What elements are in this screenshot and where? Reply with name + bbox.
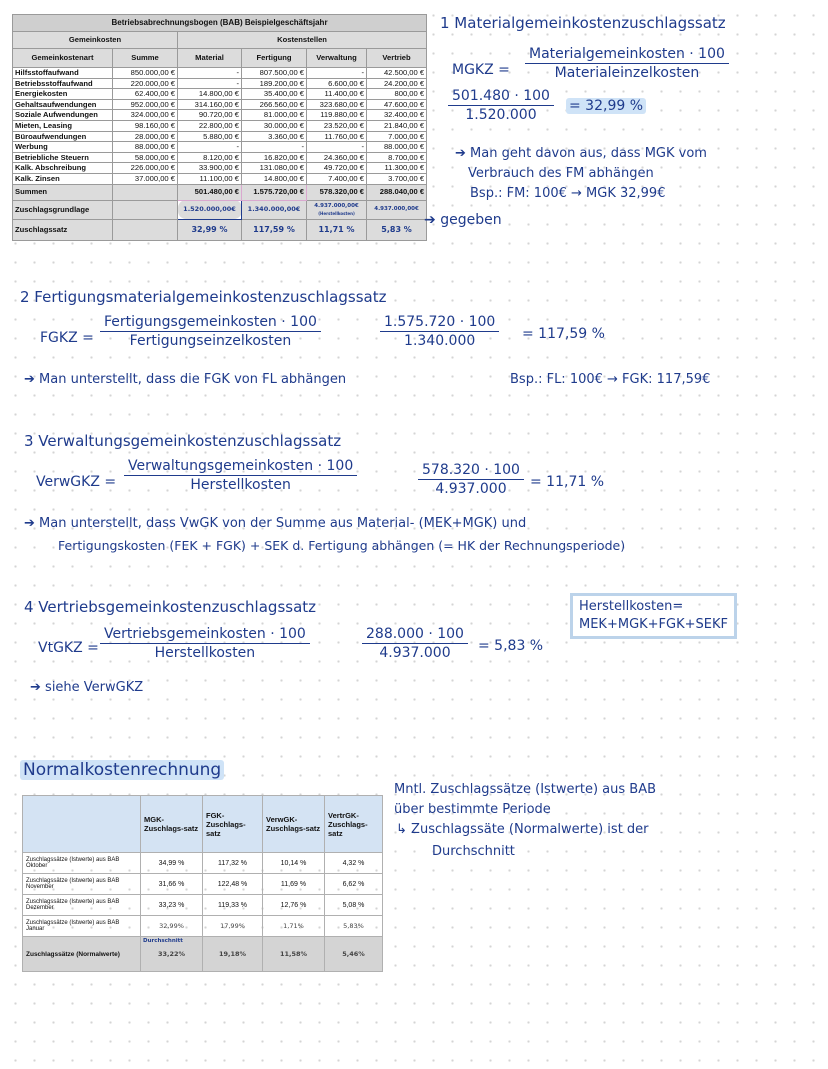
bab-row-label: Betriebsstoffaufwand bbox=[13, 78, 113, 89]
bab-zg-cell: 4.937.000,00€ (Herstellkosten) bbox=[307, 200, 367, 219]
gegeben-note: ➔ gegeben bbox=[424, 212, 502, 228]
herstellkosten-box bbox=[570, 593, 737, 639]
nk-cell: 119,33 % bbox=[203, 895, 263, 916]
nk-header: FGK-Zuschlags-satz bbox=[203, 796, 263, 853]
nk-cell: 11,69 % bbox=[263, 874, 325, 895]
bab-row bbox=[13, 131, 427, 142]
bab-row bbox=[13, 173, 427, 184]
bab-row-label: Mieten, Leasing bbox=[13, 120, 113, 131]
bab-zg-cell: 1.340.000,00€ bbox=[242, 200, 307, 219]
bab-header: Fertigung bbox=[242, 49, 307, 68]
bab-header: Vertrieb bbox=[367, 49, 427, 68]
nk-row-label: Zuschlagssätze (Istwerte) aus BAB Dezember bbox=[23, 895, 141, 916]
s3-calc: $\frac{578.320 \cdot 100}{4.937.000}$ bbox=[418, 462, 524, 497]
bab-cell: 30.000,00 € bbox=[242, 120, 307, 131]
nk-norm-cell: 5,46% bbox=[325, 937, 383, 972]
herstellkosten-line2: MEK+MGK+FGK+SEKF bbox=[579, 617, 728, 632]
s3-heading: 3 Verwaltungsgemeinkostenzuschlagssatz bbox=[24, 432, 342, 450]
nk-cell: 4,32 % bbox=[325, 853, 383, 874]
bab-row-label: Kalk. Zinsen bbox=[13, 173, 113, 184]
bab-zg-label: Zuschlagsgrundlage bbox=[13, 200, 113, 219]
bab-cell: 324.000,00 € bbox=[113, 110, 178, 121]
bab-sum-empty bbox=[113, 184, 178, 200]
s1-note1: ➔ Man geht davon aus, dass MGK vom bbox=[455, 146, 707, 161]
bab-table bbox=[12, 14, 427, 241]
bab-cell: - bbox=[307, 68, 367, 79]
bab-cell: 226.000,00 € bbox=[113, 163, 178, 174]
bab-cell: 266.560,00 € bbox=[242, 99, 307, 110]
normal-side2: über bestimmte Periode bbox=[394, 802, 551, 817]
bab-row-label: Betriebliche Steuern bbox=[13, 152, 113, 163]
bab-cell: 131.080,00 € bbox=[242, 163, 307, 174]
s4-formula: Vertriebsgemeinkosten · 100 Herstellkosten bbox=[100, 626, 310, 661]
bab-cell: 7.000,00 € bbox=[367, 131, 427, 142]
bab-group-kostenstellen: Kostenstellen bbox=[178, 32, 427, 49]
bab-cell: - bbox=[242, 142, 307, 153]
bab-row bbox=[13, 110, 427, 121]
bab-row-label: Kalk. Abschreibung bbox=[13, 163, 113, 174]
s4-note: ➔ siehe VerwGKZ bbox=[30, 680, 144, 695]
bab-cell: 8.700,00 € bbox=[367, 152, 427, 163]
nk-cell: 32,99% bbox=[141, 916, 203, 937]
s1-result: = 32,99 % bbox=[566, 98, 646, 114]
bab-cell: 11.400,00 € bbox=[307, 89, 367, 100]
nk-cell: 34,99 % bbox=[141, 853, 203, 874]
bab-cell: 90.720,00 € bbox=[178, 110, 242, 121]
s2-abbr: FGKZ = bbox=[40, 330, 94, 346]
bab-row bbox=[13, 78, 427, 89]
bab-cell: 5.880,00 € bbox=[178, 131, 242, 142]
nk-cell: 12,76 % bbox=[263, 895, 325, 916]
bab-zs-cell: 117,59 % bbox=[242, 219, 307, 240]
nk-cell: 6,62 % bbox=[325, 874, 383, 895]
bab-zs-cell: 5,83 % bbox=[367, 219, 427, 240]
normal-heading: Normalkostenrechnung bbox=[20, 760, 224, 780]
nk-norm-cell: 11,58% bbox=[263, 937, 325, 972]
bab-cell: 47.600,00 € bbox=[367, 99, 427, 110]
arrow-right-icon: ➔ bbox=[455, 146, 466, 161]
bab-cell: - bbox=[178, 78, 242, 89]
s4-heading: 4 Vertriebsgemeinkostenzuschlagssatz bbox=[24, 598, 317, 616]
bab-cell: 58.000,00 € bbox=[113, 152, 178, 163]
bab-cell: 800,00 € bbox=[367, 89, 427, 100]
bab-cell: 6.600,00 € bbox=[307, 78, 367, 89]
bab-zs-label: Zuschlagssatz bbox=[13, 219, 113, 240]
s2-calc: $\frac{1.575.720 \cdot 100}{1.340.000}$ bbox=[380, 314, 499, 349]
bab-cell: 62.400,00 € bbox=[113, 89, 178, 100]
nk-header: VerwGK-Zuschlags-satz bbox=[263, 796, 325, 853]
bab-zg-empty bbox=[113, 200, 178, 219]
s3-note2: Fertigungskosten (FEK + FGK) + SEK d. Fertigung abhängen (= HK der Rechnungsperiode) bbox=[58, 538, 626, 553]
normal-side4: Durchschnitt bbox=[432, 844, 515, 859]
bab-cell: 33.900,00 € bbox=[178, 163, 242, 174]
s4-abbr: VtGKZ = bbox=[38, 640, 99, 656]
bab-zg-cell: 1.520.000,00€ bbox=[178, 200, 242, 219]
bab-row bbox=[13, 99, 427, 110]
bab-sum-cell: 578.320,00 € bbox=[307, 184, 367, 200]
bab-cell: 81.000,00 € bbox=[242, 110, 307, 121]
arrow-right-icon: ➔ bbox=[424, 212, 436, 228]
bab-row-label: Hilfsstoffaufwand bbox=[13, 68, 113, 79]
bab-cell: 8.120,00 € bbox=[178, 152, 242, 163]
arrow-return-icon: ↳ bbox=[396, 822, 407, 837]
s2-result: = 117,59 % bbox=[522, 326, 605, 342]
bab-cell: 323.680,00 € bbox=[307, 99, 367, 110]
s2-example: Bsp.: FL: 100€ → FGK: 117,59€ bbox=[510, 372, 711, 387]
bab-zg-cell: 4.937.000,00€ bbox=[367, 200, 427, 219]
bab-row bbox=[13, 142, 427, 153]
nk-cell: 117,32 % bbox=[203, 853, 263, 874]
bab-cell: 42.500,00 € bbox=[367, 68, 427, 79]
nk-norm-cell: Durchschnitt 33,22% bbox=[141, 937, 203, 972]
nk-cell: 33,23 % bbox=[141, 895, 203, 916]
s3-note1: ➔ Man unterstellt, dass VwGK von der Summe aus Material- (MEK+MGK) und bbox=[24, 516, 527, 531]
bab-cell: 119.880,00 € bbox=[307, 110, 367, 121]
s3-abbr: VerwGKZ = bbox=[36, 474, 117, 490]
nk-row-label: Zuschlagssätze (Istwerte) aus BAB Oktober bbox=[23, 853, 141, 874]
bab-cell: 24.360,00 € bbox=[307, 152, 367, 163]
bab-cell: 22.800,00 € bbox=[178, 120, 242, 131]
bab-cell: 24.200,00 € bbox=[367, 78, 427, 89]
bab-header: Gemeinkostenart bbox=[13, 49, 113, 68]
nk-row-label: Zuschlagssätze (Istwerte) aus BAB November bbox=[23, 874, 141, 895]
bab-row-label: Gehaltsaufwendungen bbox=[13, 99, 113, 110]
s1-calc: $\frac{501.480 \cdot 100}{1.520.000}$ bbox=[448, 88, 554, 123]
bab-cell: 32.400,00 € bbox=[367, 110, 427, 121]
bab-cell: 21.840,00 € bbox=[367, 120, 427, 131]
nk-cell: 10,14 % bbox=[263, 853, 325, 874]
bab-cell: 23.520,00 € bbox=[307, 120, 367, 131]
normalkosten-table bbox=[22, 795, 383, 972]
bab-cell: 16.820,00 € bbox=[242, 152, 307, 163]
nk-header: MGK-Zuschlags-satz bbox=[141, 796, 203, 853]
nk-row bbox=[23, 853, 383, 874]
bab-header: Verwaltung bbox=[307, 49, 367, 68]
bab-row bbox=[13, 68, 427, 79]
bab-cell: 88.000,00 € bbox=[113, 142, 178, 153]
bab-cell: - bbox=[307, 142, 367, 153]
bab-cell: 49.720,00 € bbox=[307, 163, 367, 174]
s4-calc: $\frac{288.000 \cdot 100}{4.937.000}$ bbox=[362, 626, 468, 661]
bab-cell: 37.000,00 € bbox=[113, 173, 178, 184]
bab-group-gemeinkosten: Gemeinkosten bbox=[13, 32, 178, 49]
bab-row bbox=[13, 89, 427, 100]
bab-zs-empty bbox=[113, 219, 178, 240]
s2-heading: 2 Fertigungsmaterialgemeinkostenzuschlagssatz bbox=[20, 288, 387, 306]
bab-row-label: Soziale Aufwendungen bbox=[13, 110, 113, 121]
bab-cell: 314.160,00 € bbox=[178, 99, 242, 110]
bab-header: Material bbox=[178, 49, 242, 68]
bab-cell: 850.000,00 € bbox=[113, 68, 178, 79]
bab-sum-label: Summen bbox=[13, 184, 113, 200]
nk-norm-cell: 19,18% bbox=[203, 937, 263, 972]
bab-sum-cell: 1.575.720,00 € bbox=[242, 184, 307, 200]
bab-row bbox=[13, 120, 427, 131]
normal-side3: ↳ Zuschlagssäte (Normalwerte) ist der bbox=[396, 822, 649, 837]
s3-formula: Verwaltungsgemeinkosten · 100 Herstellkosten bbox=[124, 458, 357, 493]
bab-row-label: Büroaufwendungen bbox=[13, 131, 113, 142]
arrow-right-icon: ➔ bbox=[30, 680, 41, 695]
nk-cell: 17,99% bbox=[203, 916, 263, 937]
bab-cell: 7.400,00 € bbox=[307, 173, 367, 184]
nk-cell: 5,08 % bbox=[325, 895, 383, 916]
bab-row bbox=[13, 163, 427, 174]
s1-abbr: MGKZ = bbox=[452, 62, 510, 78]
nk-row bbox=[23, 916, 383, 937]
arrow-right-icon: ➔ bbox=[24, 516, 35, 531]
s1-formula: Materialgemeinkosten · 100 Materialeinzelkosten bbox=[525, 46, 729, 81]
bab-row bbox=[13, 152, 427, 163]
bab-cell: 11.300,00 € bbox=[367, 163, 427, 174]
normal-side1: Mntl. Zuschlagssätze (Istwerte) aus BAB bbox=[394, 782, 657, 797]
bab-row-label: Werbung bbox=[13, 142, 113, 153]
bab-zs-cell: 32,99 % bbox=[178, 219, 242, 240]
nk-row-label: Zuschlagssätze (Istwerte) aus BAB Januar bbox=[23, 916, 141, 937]
nk-cell: 122,48 % bbox=[203, 874, 263, 895]
bab-zs-cell: 11,71 % bbox=[307, 219, 367, 240]
bab-cell: 3.700,00 € bbox=[367, 173, 427, 184]
bab-cell: 189.200,00 € bbox=[242, 78, 307, 89]
bab-cell: - bbox=[178, 142, 242, 153]
bab-sum-cell: 501.480,00 € bbox=[178, 184, 242, 200]
bab-cell: 952.000,00 € bbox=[113, 99, 178, 110]
bab-cell: 98.160,00 € bbox=[113, 120, 178, 131]
s1-example: Bsp.: FM: 100€ → MGK 32,99€ bbox=[470, 186, 666, 201]
s1-heading: 1 Materialgemeinkostenzuschlagssatz bbox=[440, 14, 726, 32]
nk-cell: 5,83% bbox=[325, 916, 383, 937]
bab-cell: 220.000,00 € bbox=[113, 78, 178, 89]
bab-cell: 88.000,00 € bbox=[367, 142, 427, 153]
bab-cell: 807.500,00 € bbox=[242, 68, 307, 79]
nk-row bbox=[23, 874, 383, 895]
bab-cell: 11.760,00 € bbox=[307, 131, 367, 142]
nk-header bbox=[23, 796, 141, 853]
s1-note2: Verbrauch des FM abhängen bbox=[468, 166, 654, 181]
herstellkosten-line1: Herstellkosten= bbox=[579, 599, 684, 614]
s2-note: ➔ Man unterstellt, dass die FGK von FL abhängen bbox=[24, 372, 347, 387]
bab-title: Betriebsabrechnungsbogen (BAB) Beispielgeschäftsjahr bbox=[13, 15, 427, 32]
arrow-right-icon: ➔ bbox=[24, 372, 35, 387]
s4-result: = 5,83 % bbox=[478, 638, 544, 654]
bab-header: Summe bbox=[113, 49, 178, 68]
nk-cell: 1,71% bbox=[263, 916, 325, 937]
nk-header: VertrGK-Zuschlags-satz bbox=[325, 796, 383, 853]
bab-cell: 35.400,00 € bbox=[242, 89, 307, 100]
bab-cell: 28.000,00 € bbox=[113, 131, 178, 142]
bab-cell: 11.100,00 € bbox=[178, 173, 242, 184]
bab-row-label: Energiekosten bbox=[13, 89, 113, 100]
nk-norm-label: Zuschlagssätze (Normalwerte) bbox=[23, 937, 141, 972]
bab-cell: 14.800,00 € bbox=[178, 89, 242, 100]
bab-sum-cell: 288.040,00 € bbox=[367, 184, 427, 200]
s3-result: = 11,71 % bbox=[530, 474, 605, 490]
nk-cell: 31,66 % bbox=[141, 874, 203, 895]
bab-cell: 3.360,00 € bbox=[242, 131, 307, 142]
bab-cell: 14.800,00 € bbox=[242, 173, 307, 184]
bab-cell: - bbox=[178, 68, 242, 79]
nk-row bbox=[23, 895, 383, 916]
s2-formula: Fertigungsgemeinkosten · 100 Fertigungseinzelkosten bbox=[100, 314, 321, 349]
